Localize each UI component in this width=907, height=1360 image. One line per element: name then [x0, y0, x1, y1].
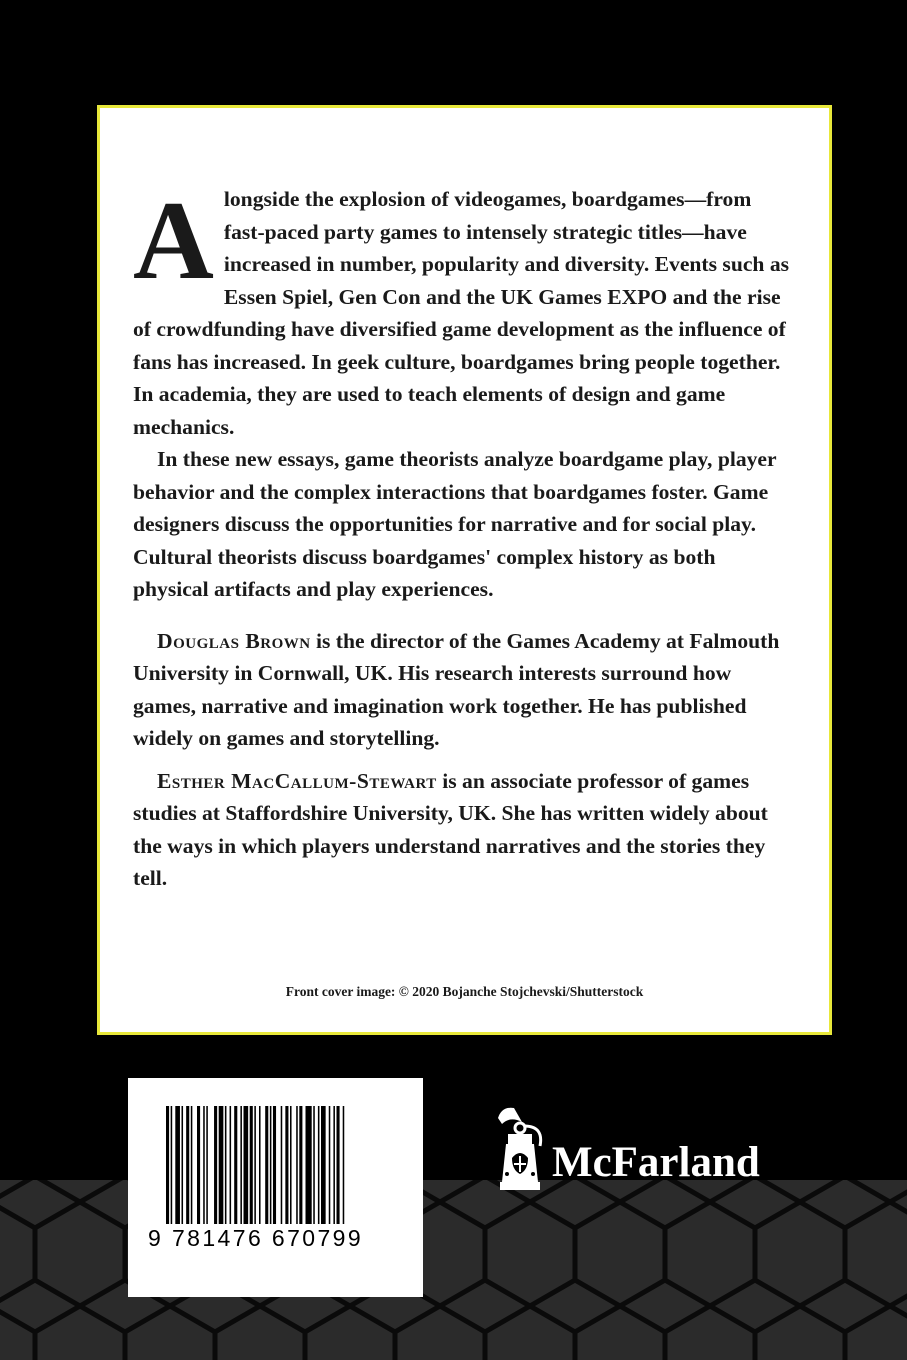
barcode-bar [337, 1106, 340, 1224]
author-bio-1 [133, 625, 793, 755]
cover-text-panel [97, 105, 832, 1035]
barcode-bar [230, 1106, 232, 1224]
barcode-bar [290, 1106, 292, 1224]
barcode-bar [273, 1106, 276, 1224]
barcode-bar [343, 1106, 345, 1224]
barcode-bar [171, 1106, 173, 1224]
barcode-bar [182, 1106, 184, 1224]
barcode-bar [306, 1106, 312, 1224]
barcode-bar [270, 1106, 272, 1224]
barcode-bar [318, 1106, 320, 1224]
barcode-bar [250, 1106, 253, 1224]
author-bio-2 [133, 765, 793, 895]
barcode-bar [321, 1106, 326, 1224]
barcode-bar [191, 1106, 193, 1224]
barcode-bar [299, 1106, 302, 1224]
barcode-bar [234, 1106, 237, 1224]
barcode-bar [333, 1106, 335, 1224]
barcode-bars [166, 1106, 386, 1224]
barcode-bar [265, 1106, 268, 1224]
lantern-logo-icon [492, 1104, 550, 1194]
blurb-text [133, 179, 793, 895]
barcode-bar [186, 1106, 189, 1224]
barcode [128, 1078, 423, 1297]
barcode-bar [214, 1106, 217, 1224]
blurb-paragraph-1-text: longside the explosion of videogames, boardgames—from fast-paced party games to intensely strategic titles—have increased in number, popularity and diversity. Events such as Essen Spiel, Gen Con and the UK Games EXPO and the rise of crowdfunding have diversified game development as the influence of fans has increased. In geek culture, boardgames bring people together. In academia, they are used to teach elements of design and game mechanics. [133, 187, 790, 439]
publisher-name: McFarland [552, 1139, 760, 1186]
barcode-bar [175, 1106, 180, 1224]
author-bio-text: is the director of the Games Academy at Falmouth University in Cornwall, UK. His research interests surround how games, narrative and imagination work together. He has published widely on games and storytelling. [133, 628, 780, 750]
blurb-paragraph-1 [133, 179, 793, 443]
cover-image-credit: Front cover image: © 2020 Bojanche Stojchevski/Shutterstock [285, 984, 644, 999]
barcode-bar [244, 1106, 249, 1224]
barcode-bar [296, 1106, 298, 1224]
drop-cap: A [133, 179, 214, 303]
barcode-bar [313, 1106, 315, 1224]
barcode-bar [281, 1106, 283, 1224]
barcode-bar [166, 1106, 169, 1224]
blurb-paragraph-2: In these new essays, game theorists analyze boardgame play, player behavior and the complex interactions that boardgames foster. Game designers discuss the opportunities for narrative and for social play. Cultural theorists discuss boardgames' complex history as both physical artifacts and play experiences. [133, 447, 777, 601]
isbn-number: 9 781476 670799 [148, 1225, 364, 1251]
author-name: Douglas Brown [157, 628, 311, 653]
barcode-bar [219, 1106, 224, 1224]
barcode-bar [285, 1106, 288, 1224]
barcode-bar [197, 1106, 200, 1224]
barcode-bar [225, 1106, 227, 1224]
author-name: Esther MacCallum-Stewart [157, 768, 437, 793]
barcode-bar [206, 1106, 208, 1224]
barcode-bar [254, 1106, 256, 1224]
author-bio-text: is an associate professor of games studies at Staffordshire University, UK. She has written widely about the ways in which players understand narratives and the stories they tell. [133, 768, 768, 890]
barcode-bar [240, 1106, 242, 1224]
barcode-bar [203, 1106, 205, 1224]
barcode-bar [259, 1106, 261, 1224]
barcode-bar [329, 1106, 331, 1224]
